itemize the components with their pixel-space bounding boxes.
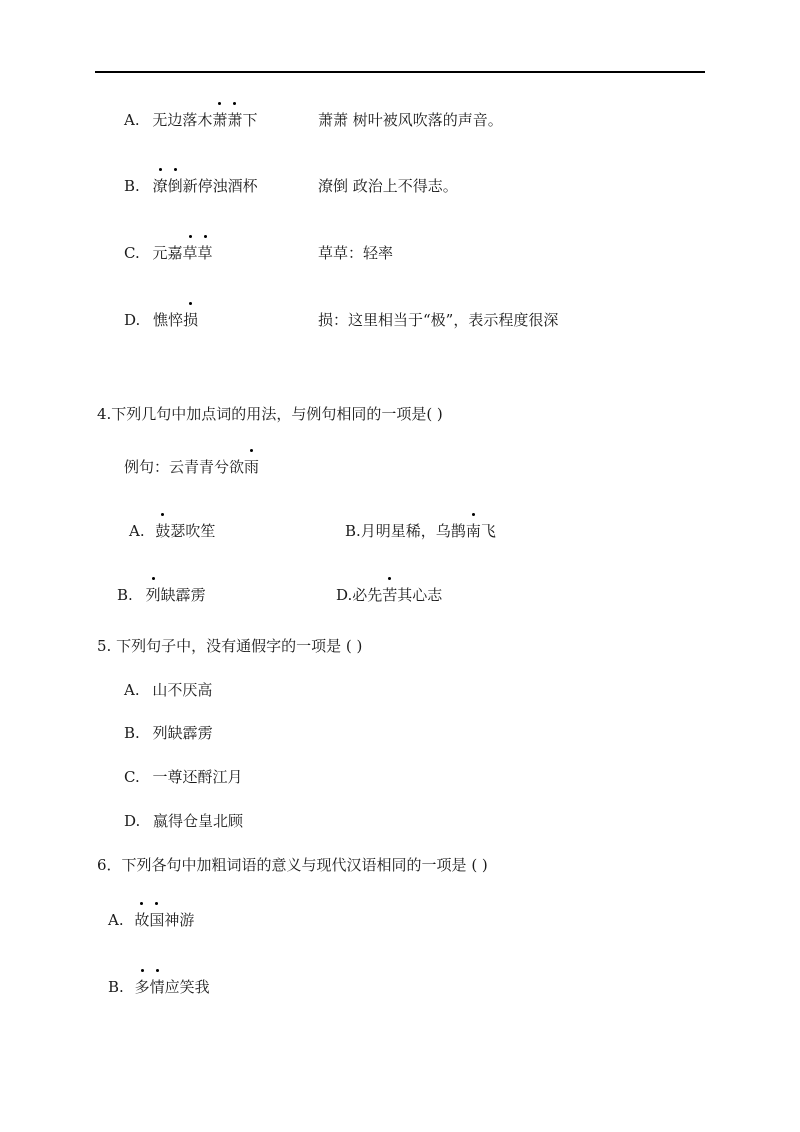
q3-gloss-b: 潦倒 政治上不得志。 (318, 177, 458, 195)
dotted-char: 草 (182, 244, 198, 262)
option-text-tail: 缺霹雳 (160, 586, 206, 604)
option-label: D. (124, 812, 141, 830)
option-label: A. (124, 681, 140, 699)
q3-gloss-c: 草草：轻率 (318, 244, 394, 262)
option-text: 山不厌高 (152, 681, 213, 699)
option-label: B. (117, 586, 133, 604)
option-text: 列缺霹雳 (152, 724, 213, 742)
option-text-tail: 瑟吹笙 (170, 522, 216, 540)
dotted-char: 萧 (227, 111, 243, 129)
dotted-char: 损 (183, 311, 199, 329)
dotted-word (466, 522, 481, 540)
q3-gloss-d: 损：这里相当于“极”，表示程度很深 (318, 311, 559, 329)
dotted-char: 南 (465, 522, 481, 540)
q4-option-d (336, 585, 442, 605)
q4-example (124, 457, 259, 477)
option-text: 必先 (352, 586, 383, 604)
option-text-tail: 神游 (164, 911, 195, 929)
q3-option-c (124, 243, 213, 263)
dotted-char: 草 (197, 244, 213, 262)
example-text: 例句：云青青兮欲 (124, 458, 245, 476)
q3-option-b (124, 176, 258, 196)
option-text: 憔悴 (153, 311, 184, 329)
dotted-word (135, 978, 165, 996)
dotted-word (134, 911, 164, 929)
dotted-char: 雨 (244, 458, 260, 476)
option-label: B. (124, 724, 140, 742)
option-label: C. (124, 244, 140, 262)
q4-option-b (345, 521, 496, 541)
q4-option-c (117, 585, 206, 605)
option-text-tail: 下 (242, 111, 258, 129)
option-label: B. (124, 177, 140, 195)
dotted-char: 苦 (382, 586, 398, 604)
q5-option-b (124, 723, 213, 743)
q4-option-a (129, 521, 215, 541)
q6-stem: 6．下列各句中加粗词语的意义与现代汉语相同的一项是 ( ) (97, 856, 488, 874)
dotted-word (153, 177, 183, 195)
q6-option-b (108, 977, 210, 997)
option-text-tail: 应笑我 (164, 978, 210, 996)
q5-option-a (124, 680, 212, 700)
dotted-char: 萧 (212, 111, 228, 129)
dotted-char: 鼓 (155, 522, 171, 540)
header-rule (95, 71, 705, 73)
option-text-tail: 飞 (480, 522, 496, 540)
dotted-char: 倒 (167, 177, 183, 195)
dotted-word (382, 586, 397, 604)
q3-option-a (124, 110, 257, 130)
q4-stem: 4.下列几句中加点词的用法，与例句相同的一项是( ) (97, 405, 443, 423)
q6-option-a (108, 910, 194, 930)
dotted-word (183, 311, 198, 329)
option-text-tail: 新停浊酒杯 (182, 177, 258, 195)
option-text: 元嘉 (152, 244, 183, 262)
dotted-word (183, 244, 213, 262)
dotted-char: 多 (134, 978, 150, 996)
option-label: C. (124, 768, 140, 786)
option-label: D. (124, 311, 141, 329)
option-text: 月明星稀，乌鹊 (360, 522, 466, 540)
q5-option-c (124, 767, 243, 787)
option-label: A. (124, 111, 140, 129)
option-label: A. (129, 522, 145, 540)
dotted-char: 情 (149, 978, 165, 996)
q5-stem: 5. 下列句子中，没有通假字的一项是 ( ) (97, 637, 363, 655)
q3-option-d (124, 310, 198, 330)
option-label: B. (108, 978, 124, 996)
option-text: 一尊还酹江月 (152, 768, 243, 786)
option-label: A. (108, 911, 124, 929)
dotted-char: 国 (149, 911, 165, 929)
dotted-word (212, 111, 242, 129)
option-label: D. (336, 586, 353, 604)
q3-gloss-a: 萧萧 树叶被风吹落的声音。 (318, 111, 503, 129)
q5-option-d (124, 811, 243, 831)
option-label: B. (345, 522, 361, 540)
dotted-char: 潦 (152, 177, 168, 195)
dotted-word (146, 586, 161, 604)
option-text-tail: 其心志 (397, 586, 443, 604)
dotted-word (155, 522, 170, 540)
option-text: 无边落木 (152, 111, 213, 129)
dotted-char: 故 (134, 911, 150, 929)
dotted-char: 列 (145, 586, 161, 604)
dotted-word (244, 458, 259, 476)
option-text: 嬴得仓皇北顾 (153, 812, 244, 830)
